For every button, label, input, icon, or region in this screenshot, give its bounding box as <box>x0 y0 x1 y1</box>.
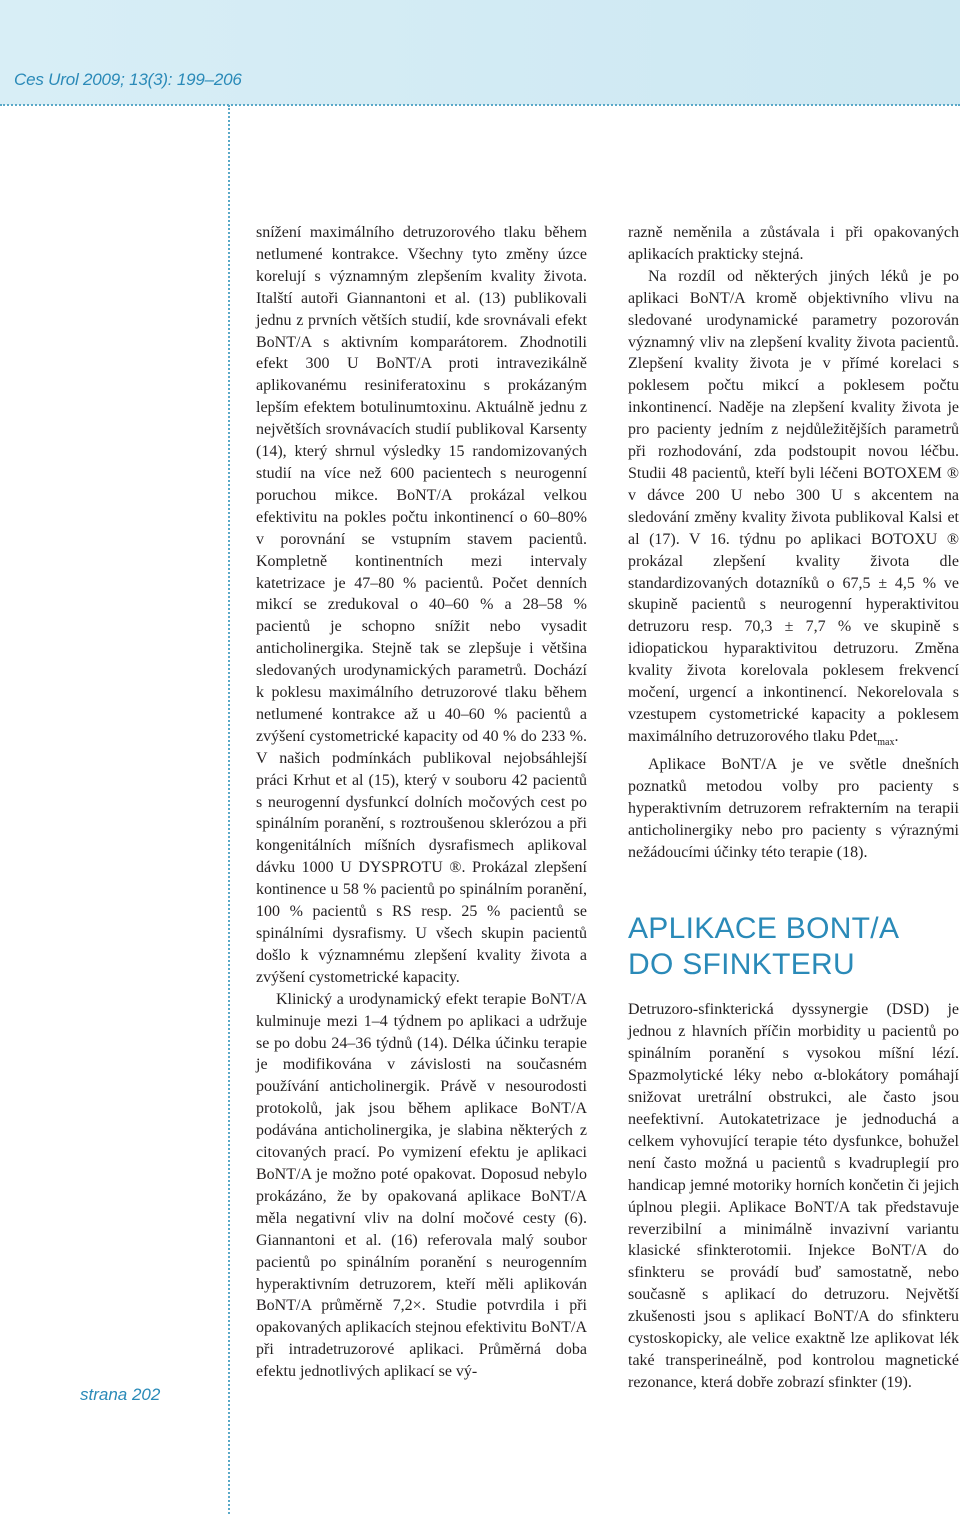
section-heading-line-2: DO SFINKTERU <box>628 948 855 982</box>
journal-citation: Ces Urol 2009; 13(3): 199–206 <box>14 70 242 89</box>
page-number: strana 202 <box>80 1385 161 1404</box>
paragraph: Klinický a urodynamický efekt terapie BoNT/A kulminuje mezi 1–4 týdnem po aplikaci a udržuje se po dobu 24–36 týdnů (14). Délka účinku terapie je modifikována v závislosti na současném používání anticholinergik. Právě v nesourodosti protokolů, jak jsou během aplikace BoNT/A podávána anticholinergika, je slabina některých z citovaných prací. Po vymizení efektu je aplikaci BoNT/A je možno poté opakovat. Doposud nebylo prokázáno, že by opakovaná aplikace BoNT/A měla negativní vliv na dolní močové cesty (6). Giannantoni et al. (16) referovala malý soubor pacientů po spinálním poranění s neurogenním hyperaktivním detruzorem, kteří měli aplikován BoNT/A průměrně 7,2×. Studie potvrdila i při opakovaných aplikacích stejnou efektivitu BoNT/A při intradetruzorové aplikaci. Průměrná doba efektu jednotlivých aplikací se vý- <box>256 990 587 1381</box>
paragraph: razně neměnila a zůstávala i při opakovaných aplikacích prakticky stejná. <box>628 224 959 263</box>
paragraph-end: . <box>894 727 899 745</box>
paragraph: snížení maximálního detruzorového tlaku během netlumené kontrakce. Všechny tyto změny úzce korelují s významným zlepšením kvality života. Italští autoři Giannantoni et al. (13) publikovali jednu z prvních větších studií, kde srovnávali efekt BoNT/A s aktivním komparátorem. Zhodnotili efekt 300 U BoNT/A proti intravezikálně aplikovanému resiniferatoxinu s prokázaným lepším efektem botulinumtoxinu. Aktuálně jednu z největších srovnávacích studií publikoval Karsenty (14), který shrnul výsledky 15 randomizovaných studií na více než 600 pacientech s neurogenní poruchou mikce. BoNT/A prokázal velkou efektivitu na pokles počtu inkontinencí o 60–80% v porovnání se vstupním stavem pacientů. Kompletně kontinentních mezi intervaly katetrizace je 47–80 % pacientů. Počet denních mikcí se zredukoval o 40–60 % a 28–58 % pacientů je schopno snížit nebo vysadit anticholinergika. Stejně tak se zlepšuje i většina sledovaných urodynamických parametrů. Dochází k poklesu maximálního detruzorové tlaku během netlumené kontrakce až u 40–60 % pacientů a zvýšení cystometrické kapacity od 40 % do 233 %. V našich podmínkách publikoval nejobsáhlejší práci Krhut et al (15), který v souboru 42 pacientů s neurogenní dysfunkcí dolních močových cest po spinálním poranění, s roztroušenou sklerózou a při kongenitálních míšních dysrafismech aplikoval dávku 1000 U DYSPROTU ®. Prokázal zlepšení kontinence u 58 % pacientů po spinálním poranění, 100 % pacientů s RS resp. 25 % pacientů se spinálními dysrafismy. U všech skupin pacientů došlo k významnému zlepšení kvality života a zvýšení cystometrické kapacity. <box>256 224 587 986</box>
paragraph: Aplikace BoNT/A je ve světle dnešních poznatků metodou volby pro pacienty s hyperaktivním detruzorem refrakterním na terapii anticholinergiky nebo pro pacienty s výraznými nežádoucími účinky této terapie (18). <box>628 755 959 861</box>
subscript: max <box>877 737 895 749</box>
paragraph: Detruzoro-sfinkterická dyssynergie (DSD) je jednou z hlavních příčin morbidity u pacientů po spinálním poranění s vysokou míšní lézí. Spazmolytické léky nebo α-blokátory pomáhají snižovat uretrální obstrukci, ale často jsou neefektivní. Autokatetrizace je jednoduchá a celkem vyhovující terapie této dysfunkce, bohužel není často možná u pacientů s kvadruplegií pro handicap jemné motoriky horních končetin či jejich úplnou plegii. Aplikace BoNT/A tak představuje reverzibilní a minimálně invazivní variantu klasické sfinkterotomii. Injekce BoNT/A do sfinkteru se provádí buď samostatně, nebo současně s aplikací do detruzoru. Největší zkušenosti jsou s aplikací BoNT/A do sfinkteru cystoskopicky, ale velice exaktně lze aplikovat lék také transperineálně, pod kontrolou magnetické rezonance, která dobře zobrazí sfinkter (19). <box>628 1001 959 1391</box>
paragraph-text: Na rozdíl od některých jiných léků je po aplikaci BoNT/A kromě objektivního vlivu na sledované urodynamické parametry pozorován významný vliv na zlepšení kvality života pacientů. Zlepšení kvality života je v přímé korelaci s poklesem počtu mikcí a poklesem počtu inkontinencí. Naděje na zlepšení kvality života je pro pacienty jedním z nejdůležitějších parametrů při rozhodování, zda podstoupit novou léčbu. Studii 48 pacientů, kteří byli léčeni BOTOXEM ® v dávce 200 U nebo 300 U s akcentem na sledování změny kvality života publikoval Kalsi et al (17). V 16. týdnu po aplikaci BOTOXU ® prokázal zlepšení kvality života dle standardizovaných dotazníků o 67,5 ± 4,5 % ve skupině pacientů s neurogenní hyperaktivitou detruzoru resp. 70,3 ± 7,7 % ve skupině s idiopatickou hyparaktivitou detruzoru. Změna kvality života korelovala poklesem frekvencí močení, urgencí a inkontinencí. Nekorelovala s vzestupem cystometrické kapacity a poklesem maximálního detruzorového tlaku Pdet <box>628 267 959 745</box>
right-column <box>628 222 959 1394</box>
section-heading <box>628 911 959 983</box>
header-divider <box>0 104 960 106</box>
margin-divider <box>228 105 230 1514</box>
paragraph <box>628 266 959 754</box>
section-heading-line-1: APLIKACE BONT/A <box>628 912 900 946</box>
left-column <box>256 222 587 1383</box>
